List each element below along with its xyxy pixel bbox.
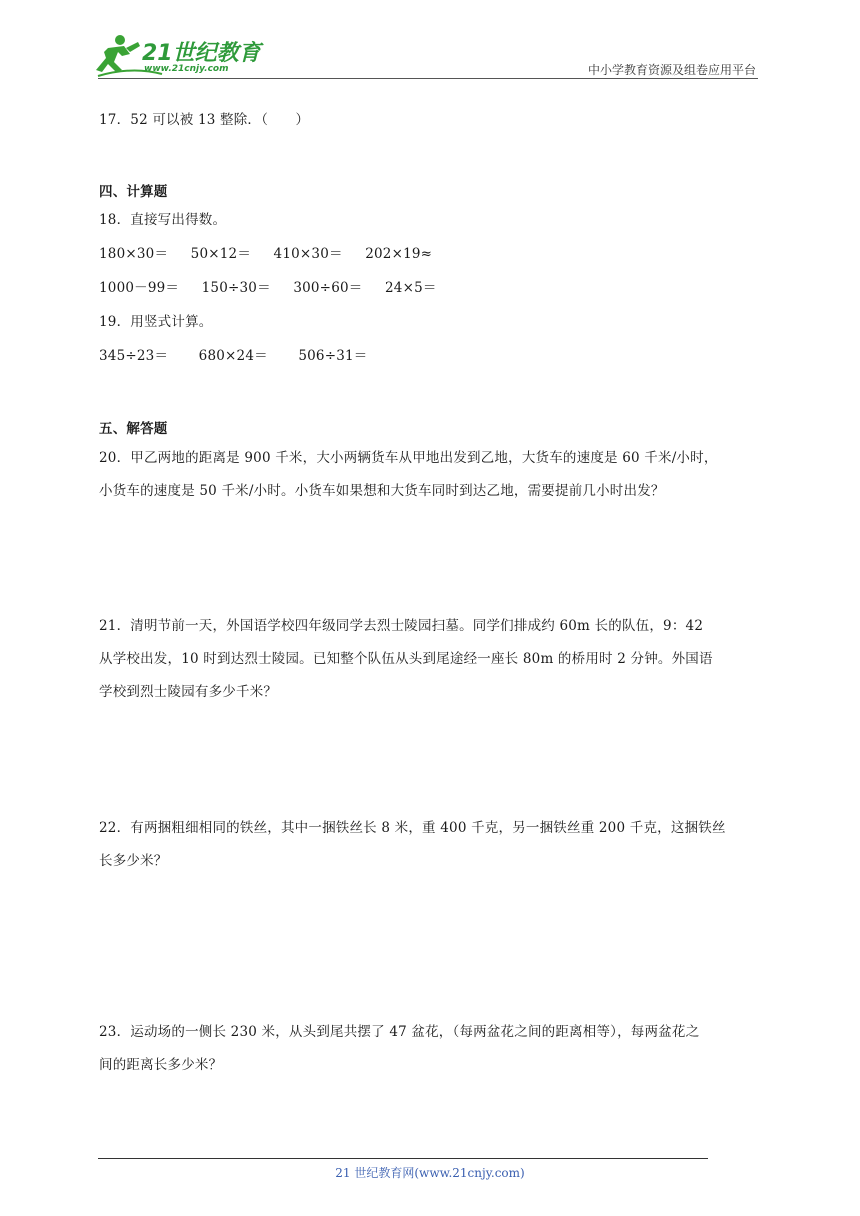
footer-divider	[98, 1158, 708, 1159]
question-17: 17．52 可以被 13 整除．（ ）	[99, 112, 310, 128]
question-21-line-1: 21．清明节前一天，外国语学校四年级同学去烈士陵园扫墓。同学们排成约 60m 长的队伍，9：42	[99, 618, 704, 634]
question-21-line-2: 从学校出发，10 时到达烈士陵园。已知整个队伍从头到尾途经一座长 80m 的桥用时 2 分钟。外国语	[99, 651, 713, 667]
question-20-line-2: 小货车的速度是 50 千米/小时。小货车如果想和大货车同时到达乙地，需要提前几小时出发？	[99, 483, 665, 499]
equation: 300÷60＝	[293, 280, 363, 296]
question-23-line-1: 23．运动场的一侧长 230 米，从头到尾共摆了 47 盆花，（每两盆花之间的距离相等），每两盆花之	[99, 1024, 700, 1040]
equation: 680×24＝	[198, 348, 268, 364]
q18-row-1	[99, 242, 450, 262]
question-18: 18．直接写出得数。	[99, 212, 227, 228]
equation: 410×30＝	[273, 246, 343, 262]
equation: 150÷30＝	[201, 280, 271, 296]
site-logo	[92, 30, 262, 80]
header-divider	[98, 78, 758, 79]
equation: 202×19≈	[365, 246, 433, 262]
equation: 345÷23＝	[99, 348, 169, 364]
footer-text: 21 世纪教育网(www.21cnjy.com)	[335, 1166, 525, 1180]
equation: 50×12＝	[190, 246, 252, 262]
equation: 1000－99＝	[99, 280, 180, 296]
section-heading-calculation: 四、计算题	[99, 184, 168, 200]
question-20-line-1: 20．甲乙两地的距离是 900 千米，大小两辆货车从甲地出发到乙地，大货车的速度是 60 千米/小时，	[99, 450, 718, 466]
question-21-line-3: 学校到烈士陵园有多少千米？	[99, 684, 278, 700]
question-23-line-2: 间的距离长多少米？	[99, 1057, 223, 1073]
equation: 506÷31＝	[298, 348, 368, 364]
q19-row	[99, 344, 386, 364]
equation: 24×5＝	[384, 280, 437, 296]
equation: 180×30＝	[99, 246, 169, 262]
question-22-line-2: 长多少米？	[99, 853, 168, 869]
logo-url: www.21cnjy.com	[144, 64, 229, 74]
question-19: 19．用竖式计算。	[99, 314, 213, 330]
section-heading-word-problems: 五、解答题	[99, 421, 168, 437]
platform-title: 中小学教育资源及组卷应用平台	[587, 63, 756, 77]
question-22-line-1: 22．有两捆粗细相同的铁丝，其中一捆铁丝长 8 米，重 400 千克，另一捆铁丝重 200 千克，这捆铁丝	[99, 820, 726, 836]
q18-row-2	[99, 276, 455, 296]
logo-text: 21世纪教育	[142, 41, 261, 66]
